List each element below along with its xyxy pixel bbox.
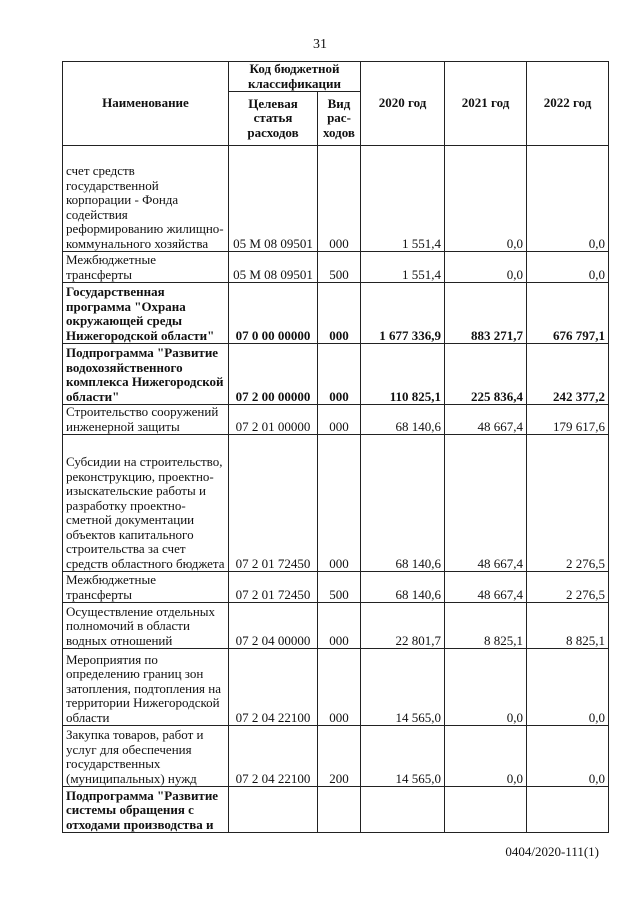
row-2020: 14 565,0	[361, 649, 445, 726]
row-name: Государственная программа "Охрана окружающей среды Нижегородской области"	[63, 283, 229, 344]
header-target: Целевая статья расходов	[229, 92, 318, 146]
row-type: 200	[318, 726, 361, 787]
row-2021: 8 825,1	[445, 603, 527, 649]
row-type: 000	[318, 283, 361, 344]
row-2020: 1 551,4	[361, 252, 445, 283]
row-2022: 2 276,5	[527, 572, 609, 603]
document-code-footer: 0404/2020-111(1)	[505, 844, 599, 859]
row-2020: 68 140,6	[361, 572, 445, 603]
table-row	[63, 252, 609, 283]
table-row	[63, 344, 609, 405]
table-row	[63, 572, 609, 603]
row-code	[229, 787, 318, 833]
row-2021: 48 667,4	[445, 435, 527, 572]
row-code: 07 2 00 00000	[229, 344, 318, 405]
row-type: 000	[318, 146, 361, 252]
row-2021: 0,0	[445, 649, 527, 726]
row-type: 500	[318, 252, 361, 283]
header-type: Вид рас-ходов	[318, 92, 361, 146]
row-code: 05 М 08 09501	[229, 252, 318, 283]
row-2022: 0,0	[527, 649, 609, 726]
header-name: Наименование	[63, 62, 229, 146]
header-2021: 2021 год	[445, 62, 527, 146]
header-2020: 2020 год	[361, 62, 445, 146]
row-2020	[361, 787, 445, 833]
row-name: Осуществление отдельных полномочий в области водных отношений	[63, 603, 229, 649]
row-name: Межбюджетные трансферты	[63, 252, 229, 283]
row-2021: 883 271,7	[445, 283, 527, 344]
row-2022: 0,0	[527, 726, 609, 787]
row-2020: 68 140,6	[361, 435, 445, 572]
table-row	[63, 726, 609, 787]
row-2020: 22 801,7	[361, 603, 445, 649]
table-row	[63, 649, 609, 726]
row-name: Строительство сооружений инженерной защиты	[63, 405, 229, 435]
row-name: Межбюджетные трансферты	[63, 572, 229, 603]
row-2021: 48 667,4	[445, 405, 527, 435]
row-name: Субсидии на строительство, реконструкцию, проектно-изыскательские работы и разработку проектно-сметной документации объектов капитального строительства за счет средств областного бюджета	[63, 435, 229, 572]
row-2020: 1 677 336,9	[361, 283, 445, 344]
row-2022: 242 377,2	[527, 344, 609, 405]
row-code: 07 2 01 72450	[229, 435, 318, 572]
row-code: 07 2 01 72450	[229, 572, 318, 603]
row-2021: 0,0	[445, 146, 527, 252]
table-row	[63, 405, 609, 435]
header-2022: 2022 год	[527, 62, 609, 146]
row-name: счет средств государственной корпорации - Фонда содействия реформированию жилищно-коммунального хозяйства	[63, 146, 229, 252]
row-2022: 0,0	[527, 146, 609, 252]
row-type: 000	[318, 603, 361, 649]
row-code: 07 2 01 00000	[229, 405, 318, 435]
row-2021: 48 667,4	[445, 572, 527, 603]
row-2022: 2 276,5	[527, 435, 609, 572]
row-code: 07 2 04 22100	[229, 726, 318, 787]
row-2021: 0,0	[445, 252, 527, 283]
row-code: 05 М 08 09501	[229, 146, 318, 252]
budget-table	[62, 61, 609, 833]
row-2020: 1 551,4	[361, 146, 445, 252]
row-2021: 0,0	[445, 726, 527, 787]
table-row	[63, 603, 609, 649]
row-2020: 14 565,0	[361, 726, 445, 787]
row-2020: 110 825,1	[361, 344, 445, 405]
header-kbk: Код бюджетной классификации	[229, 62, 361, 92]
row-code: 07 2 04 00000	[229, 603, 318, 649]
row-2021: 225 836,4	[445, 344, 527, 405]
table-row	[63, 146, 609, 252]
row-name: Мероприятия по определению границ зон затопления, подтопления на территории Нижегородской области	[63, 649, 229, 726]
row-type: 000	[318, 344, 361, 405]
row-type	[318, 787, 361, 833]
row-name: Подпрограмма "Развитие водохозяйственного комплекса Нижегородской области"	[63, 344, 229, 405]
row-name: Подпрограмма "Развитие системы обращения с отходами производства и	[63, 787, 229, 833]
row-2022: 676 797,1	[527, 283, 609, 344]
row-2022: 8 825,1	[527, 603, 609, 649]
row-type: 000	[318, 405, 361, 435]
row-name: Закупка товаров, работ и услуг для обеспечения государственных (муниципальных) нужд	[63, 726, 229, 787]
table-row	[63, 435, 609, 572]
row-2022	[527, 787, 609, 833]
table-row	[63, 283, 609, 344]
page-number: 31	[313, 37, 327, 52]
table-row	[63, 787, 609, 833]
row-code: 07 2 04 22100	[229, 649, 318, 726]
row-2020: 68 140,6	[361, 405, 445, 435]
row-type: 000	[318, 435, 361, 572]
row-type: 500	[318, 572, 361, 603]
row-2021	[445, 787, 527, 833]
row-2022: 0,0	[527, 252, 609, 283]
row-2022: 179 617,6	[527, 405, 609, 435]
row-type: 000	[318, 649, 361, 726]
row-code: 07 0 00 00000	[229, 283, 318, 344]
